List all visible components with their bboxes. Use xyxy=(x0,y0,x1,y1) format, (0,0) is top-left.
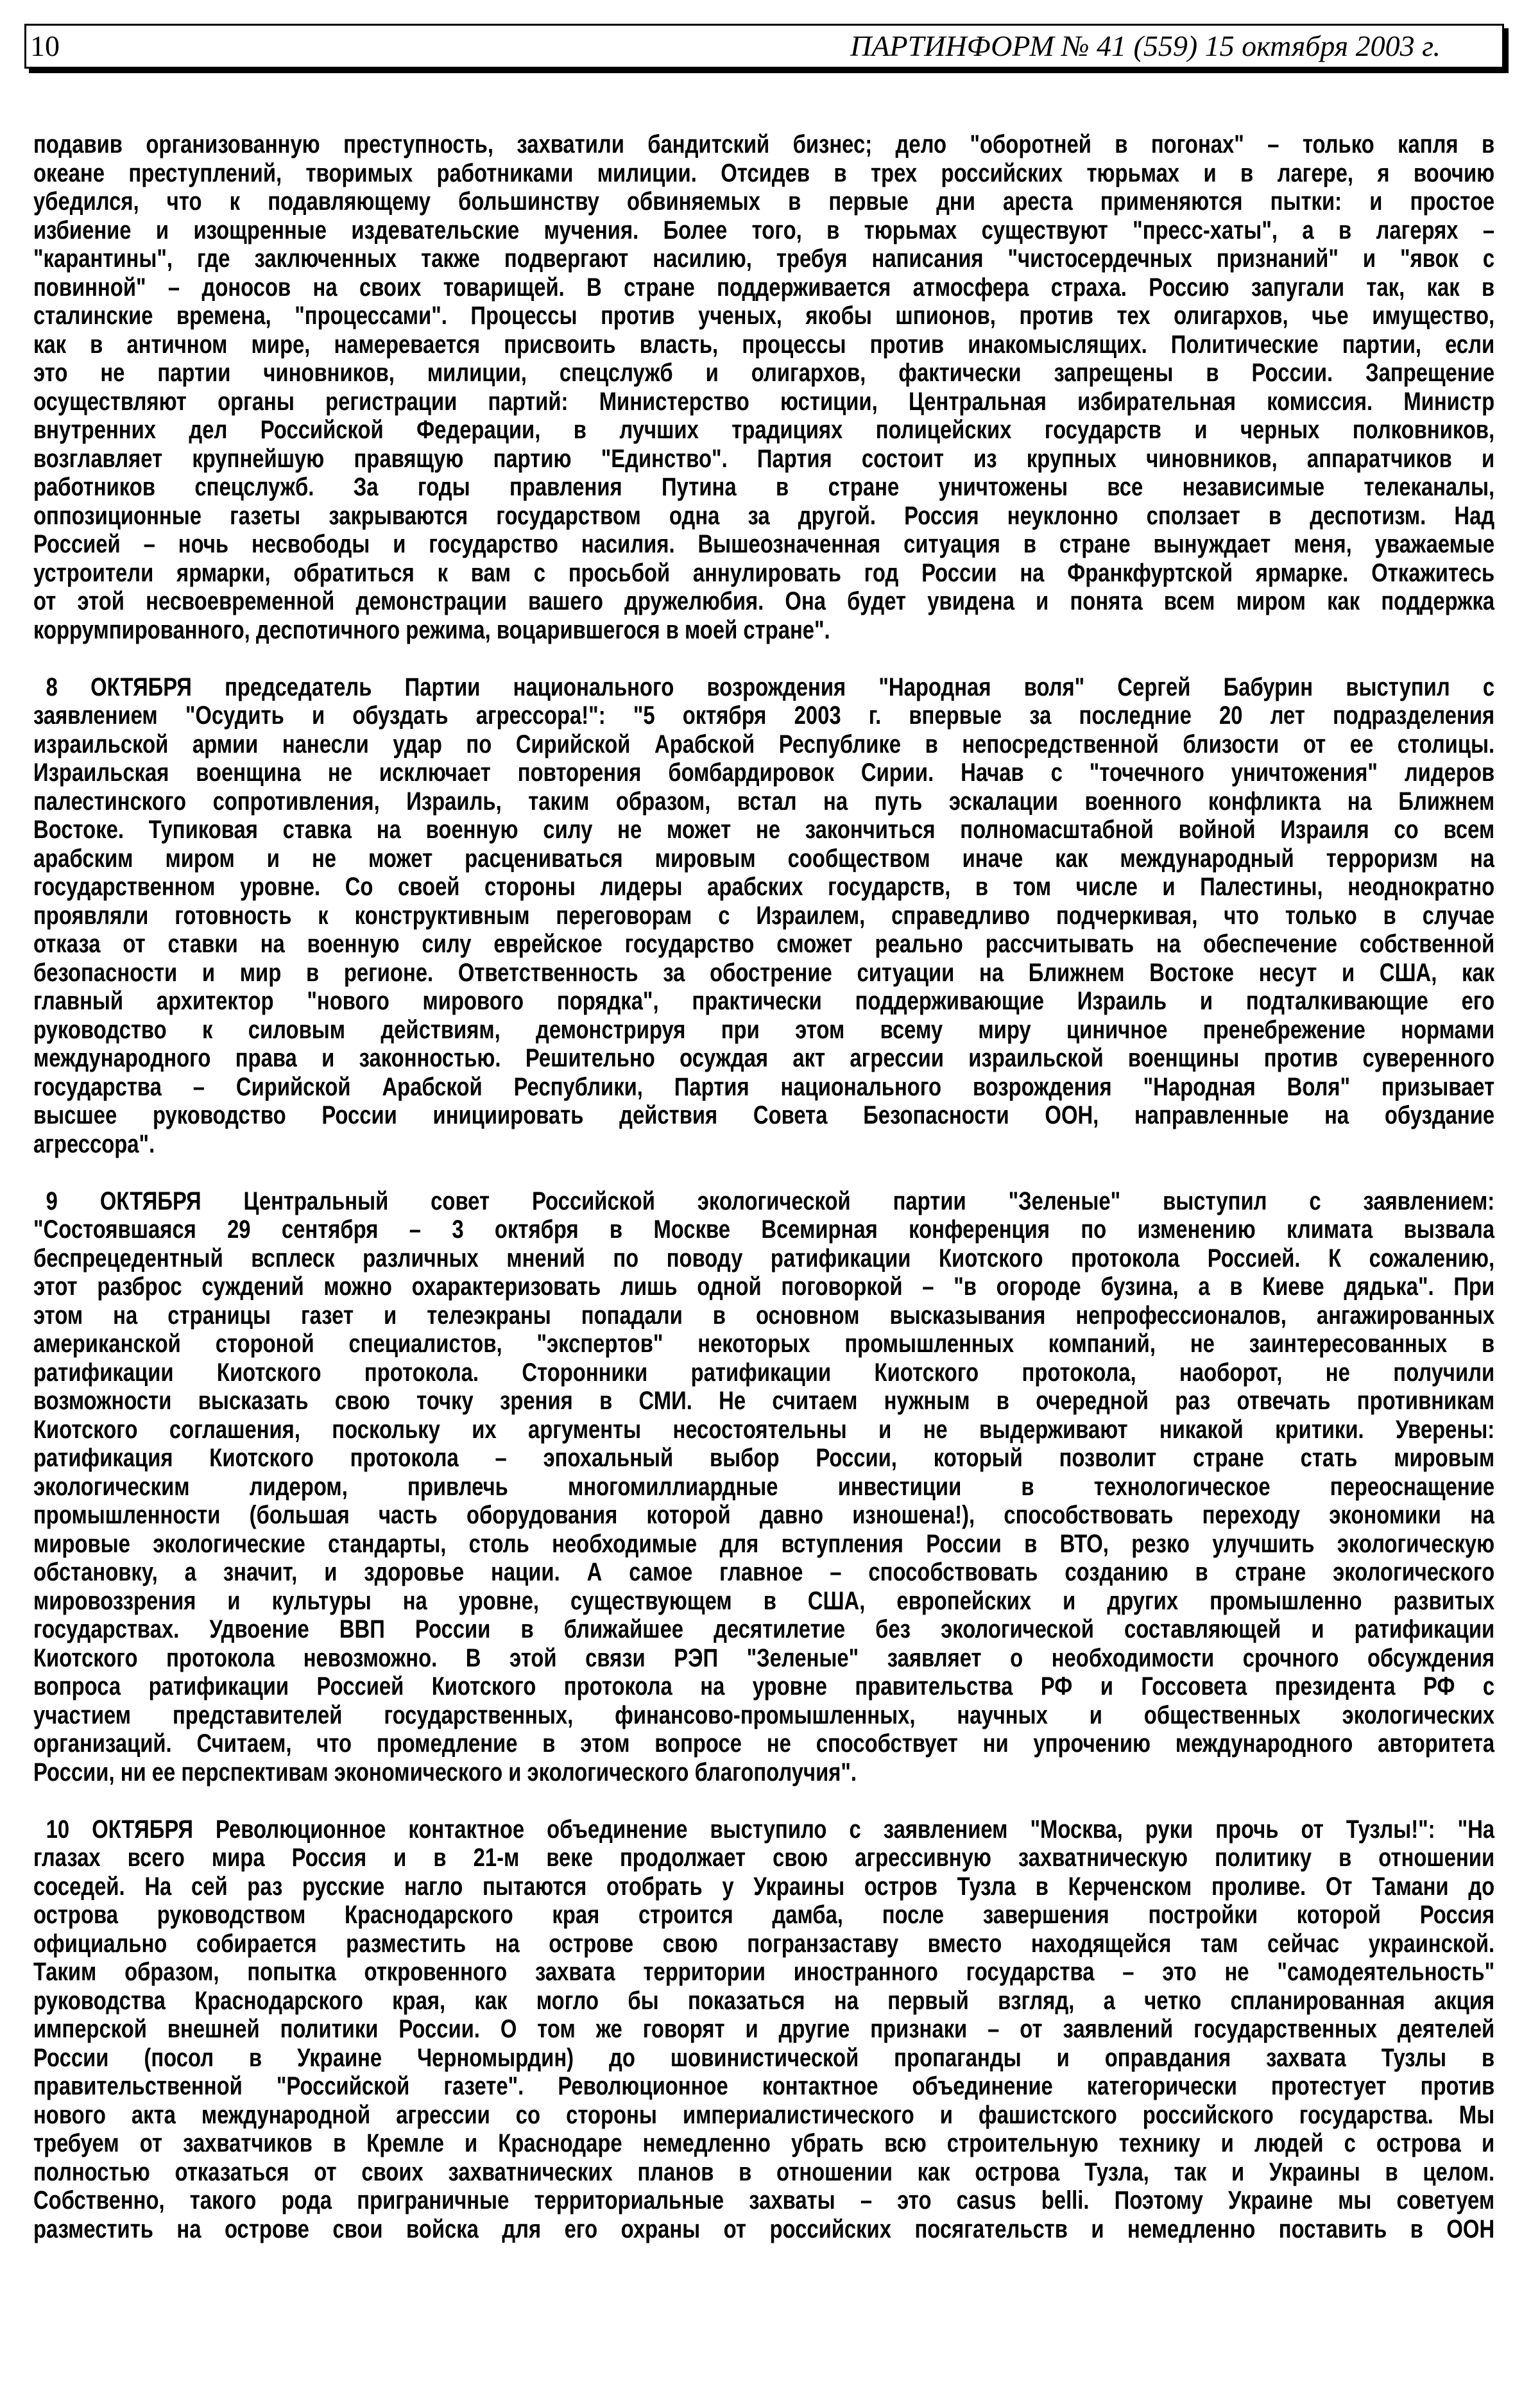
text-line: от этой несвоевременной демонстрации вашего дружелюбия. Она будет увидена и понята всем миром как поддержка xyxy=(33,587,1495,615)
paragraph xyxy=(33,1187,1494,1787)
text-line: Таким образом, попытка откровенного захвата территории иностранного государства – это не "самодеятельность" xyxy=(33,1958,1495,1986)
text-line: имперской внешней политики России. О том же говорят и другие признаки – от заявлений государственных деятелей xyxy=(33,2015,1495,2043)
text-line: агрессора". xyxy=(33,1129,155,1158)
text-line: 8 ОКТЯБРЯ председатель Партии национального возрождения "Народная воля" Сергей Бабурин выступил с xyxy=(46,673,1495,701)
text-line: "Состоявшаяся 29 сентября – 3 октября в Москве Всемирная конференция по изменению климата вызвала xyxy=(33,1215,1495,1244)
text-line: Востоке. Тупиковая ставка на военную силу не может не закончиться полномасштабной войной Израиля со всем xyxy=(33,816,1495,844)
article-body xyxy=(33,130,1494,2272)
text-line: оппозиционные газеты закрываются государством одна за другой. Россия неуклонно сползает в деспотизм. Над xyxy=(33,501,1495,530)
text-line: главный архитектор "нового мирового порядка", практически поддерживающие Израиль и подталкивающие его xyxy=(33,987,1495,1015)
text-line: Собственно, такого рода приграничные территориальные захваты – это casus belli. Поэтому Украине мы советуем xyxy=(33,2186,1495,2215)
page-number: 10 xyxy=(30,30,60,62)
text-line: полностью отказаться от своих захватнических планов в отношении как острова Тузла, так и Украины в целом. xyxy=(33,2157,1495,2186)
text-line: 9 ОКТЯБРЯ Центральный совет Российской экологической партии "Зеленые" выступил с заявлением: xyxy=(46,1187,1495,1215)
text-line: глазах всего мира Россия и в 21-м веке продолжает свою агрессивную захватническую политику в отношении xyxy=(33,1844,1495,1872)
text-line: океане преступлений, творимых работниками милиции. Отсидев в трех российских тюрьмах и в лагере, я воочию xyxy=(33,159,1495,187)
text-line: участием представителей государственных, финансово-промышленных, научных и общественных экологических xyxy=(33,1701,1495,1729)
text-line: американской стороной специалистов, "экспертов" некоторых промышленных компаний, не заинтересованных в xyxy=(33,1330,1495,1358)
paragraph xyxy=(33,130,1494,644)
text-line: возглавляет крупнейшую правящую партию "Единство". Партия состоит из крупных чиновников, аппаратчиков и xyxy=(33,444,1495,473)
text-line: беспрецедентный всплеск различных мнений по поводу ратификации Киотского протокола Россией. К сожалению, xyxy=(33,1244,1495,1272)
text-line: работников спецслужб. За годы правления Путина в стране уничтожены все независимые телеканалы, xyxy=(33,473,1495,501)
text-line: международного права и законностью. Решительно осуждая акт агрессии израильской военщины против суверенного xyxy=(33,1044,1495,1072)
text-line: проявляли готовность к конструктивным переговорам с Израилем, справедливо подчеркивая, что только в случае xyxy=(33,901,1495,930)
text-line: избиение и изощренные издевательские мучения. Более того, в тюрьмах существуют "пресс-хаты", а в лагерях – xyxy=(33,216,1495,244)
publication-title: ПАРТИНФОРМ № 41 (559) 15 октября 2003 г. xyxy=(850,30,1441,62)
text-line: повинной" – доносов на своих товарищей. В стране поддерживается атмосфера страха. Россию запугали так, как в xyxy=(33,273,1495,302)
text-line: этом на страницы газет и телеэкраны попадали в основном высказывания непрофессионалов, ангажированных xyxy=(33,1301,1495,1330)
text-line: Киотского соглашения, поскольку их аргументы несостоятельны и не выдерживают никакой критики. Уверены: xyxy=(33,1415,1495,1444)
paragraph xyxy=(33,1815,1494,2244)
text-line: 10 ОКТЯБРЯ Революционное контактное объединение выступило с заявлением "Москва, руки прочь от Тузлы!": "На xyxy=(46,1815,1495,1844)
text-line: подавив организованную преступность, захватили бандитский бизнес; дело "оборотней в погонах" – только капля в xyxy=(33,130,1495,159)
text-line: нового акта международной агрессии со стороны империалистического и фашистского российского государства. Мы xyxy=(33,2100,1495,2129)
text-line: этот разброс суждений можно охарактеризовать лишь одной поговоркой – "в огороде бузина, а в Киеве дядька". При xyxy=(33,1272,1495,1301)
text-line: разместить на острове свои войска для его охраны от российских посягательств и немедленно поставить в ООН xyxy=(33,2215,1495,2243)
text-line: Израильская военщина не исключает повторения бомбардировок Сирии. Начав с "точечного уничтожения" лидеров xyxy=(33,758,1495,787)
text-line: государства – Сирийской Арабской Республики, Партия национального возрождения "Народная Воля" призывает xyxy=(33,1072,1495,1101)
text-line: возможности высказать свою точку зрения в СМИ. Не считаем нужным в очередной раз отвечать противникам xyxy=(33,1387,1495,1415)
text-line: экологическим лидером, привлечь многомиллиардные инвестиции в технологическое переоснащение xyxy=(33,1472,1495,1501)
text-line: безопасности и мир в регионе. Ответственность за обострение ситуации на Ближнем Востоке несут и США, как xyxy=(33,958,1495,987)
text-line: внутренних дел Российской Федерации, в лучших традициях полицейских государств и черных полковников, xyxy=(33,416,1495,444)
text-line: высшее руководство России инициировать действия Совета Безопасности ООН, направленные на обуздание xyxy=(33,1101,1495,1129)
text-line: коррумпированного, деспотичного режима, воцарившегося в моей стране". xyxy=(33,615,830,644)
text-line: ратификации Киотского протокола. Сторонники ратификации Киотского протокола, наоборот, не получили xyxy=(33,1358,1495,1387)
text-line: Россией – ночь несвободы и государство насилия. Вышеозначенная ситуация в стране вынуждает меня, уважаемые xyxy=(33,530,1495,558)
text-line: это не партии чиновников, милиции, спецслужб и олигархов, фактически запрещены в России. Запрещение xyxy=(33,359,1495,387)
text-line: России, ни ее перспективам экономического и экологического благополучия". xyxy=(33,1758,857,1786)
text-line: промышленности (большая часть оборудования которой давно изношена!), способствовать переходу экономики на xyxy=(33,1501,1495,1529)
text-line: государственном уровне. Со своей стороны лидеры арабских государств, в том числе и Палестины, неоднократно xyxy=(33,873,1495,901)
text-line: официально собирается разместить на острове свою погранзаставу вместо находящейся там сейчас украинской. xyxy=(33,1929,1495,1958)
text-line: палестинского сопротивления, Израиль, таким образом, встал на путь эскалации военного конфликта на Ближнем xyxy=(33,787,1495,816)
text-line: устроители ярмарки, обратиться к вам с просьбой аннулировать год России на Франкфуртской ярмарке. Откажитесь xyxy=(33,558,1495,587)
text-line: требуем от захватчиков в Кремле и Краснодаре немедленно убрать всю строительную технику и людей с острова и xyxy=(33,2129,1495,2157)
text-line: мировоззрения и культуры на уровне, существующем в США, европейских и других промышленно развитых xyxy=(33,1586,1495,1615)
text-line: Киотского протокола невозможно. В этой связи РЭП "Зеленые" заявляет о необходимости срочного обсуждения xyxy=(33,1643,1495,1672)
text-line: острова руководством Краснодарского края строится дамба, после завершения постройки которой Россия xyxy=(33,1901,1495,1929)
text-line: как в античном мире, намеревается присвоить власть, процессы против инакомыслящих. Политические партии, если xyxy=(33,330,1495,359)
text-line: мировые экологические стандарты, столь необходимые для вступления России в ВТО, резко улучшить экологическую xyxy=(33,1529,1495,1558)
text-line: отказа от ставки на военную силу еврейское государство сможет реально рассчитывать на обеспечение собственной xyxy=(33,930,1495,958)
text-line: израильской армии нанесли удар по Сирийской Арабской Республике в непосредственной близости от ее столицы. xyxy=(33,730,1495,758)
text-line: ратификация Киотского протокола – эпохальный выбор России, который позволит стране стать мировым xyxy=(33,1444,1495,1472)
text-line: соседей. На сей раз русские нагло пытаются отобрать у Украины остров Тузла в Керченском проливе. От Тамани до xyxy=(33,1872,1495,1901)
text-line: России (посол в Украине Черномырдин) до шовинистической пропаганды и оправдания захвата Тузлы в xyxy=(33,2043,1495,2072)
text-line: арабским миром и не может расцениваться мировым сообществом иначе как международный терроризм на xyxy=(33,844,1495,873)
text-line: заявлением "Осудить и обуздать агрессора!": "5 октября 2003 г. впервые за последние 20 лет подразделения xyxy=(33,701,1495,730)
text-line: осуществляют органы регистрации партий: Министерство юстиции, Центральная избирательная комиссия. Министр xyxy=(33,387,1495,416)
text-line: вопроса ратификации Россией Киотского протокола на уровне правительства РФ и Госсовета президента РФ с xyxy=(33,1672,1495,1701)
text-line: "карантины", где заключенных также подвергают насилию, требуя написания "чистосердечных признаний" и "явок с xyxy=(33,244,1495,273)
text-line: сталинские времена, "процессами". Процессы против ученых, якобы шпионов, против тех олигархов, чье имущество, xyxy=(33,302,1495,330)
page-header xyxy=(24,24,1504,69)
text-line: руководство к силовым действиям, демонстрируя при этом всему миру циничное пренебрежение нормами xyxy=(33,1015,1495,1044)
text-line: обстановку, а значит, и здоровье нации. А самое главное – способствовать созданию в стране экологического xyxy=(33,1558,1495,1586)
text-line: руководства Краснодарского края, как могло бы показаться на первый взгляд, а четко спланированная акция xyxy=(33,1986,1495,2015)
text-line: правительственной "Российской газете". Революционное контактное объединение категорически протестует против xyxy=(33,2072,1495,2100)
text-line: убедился, что к подавляющему большинству обвиняемых в первые дни ареста применяются пытки: и простое xyxy=(33,187,1495,216)
text-line: государствах. Удвоение ВВП России в ближайшее десятилетие без экологической составляющей и ратификации xyxy=(33,1615,1495,1643)
text-line: организаций. Считаем, что промедление в этом вопросе не способствует ни упрочению международного авторитета xyxy=(33,1729,1495,1758)
paragraph xyxy=(33,673,1494,1159)
